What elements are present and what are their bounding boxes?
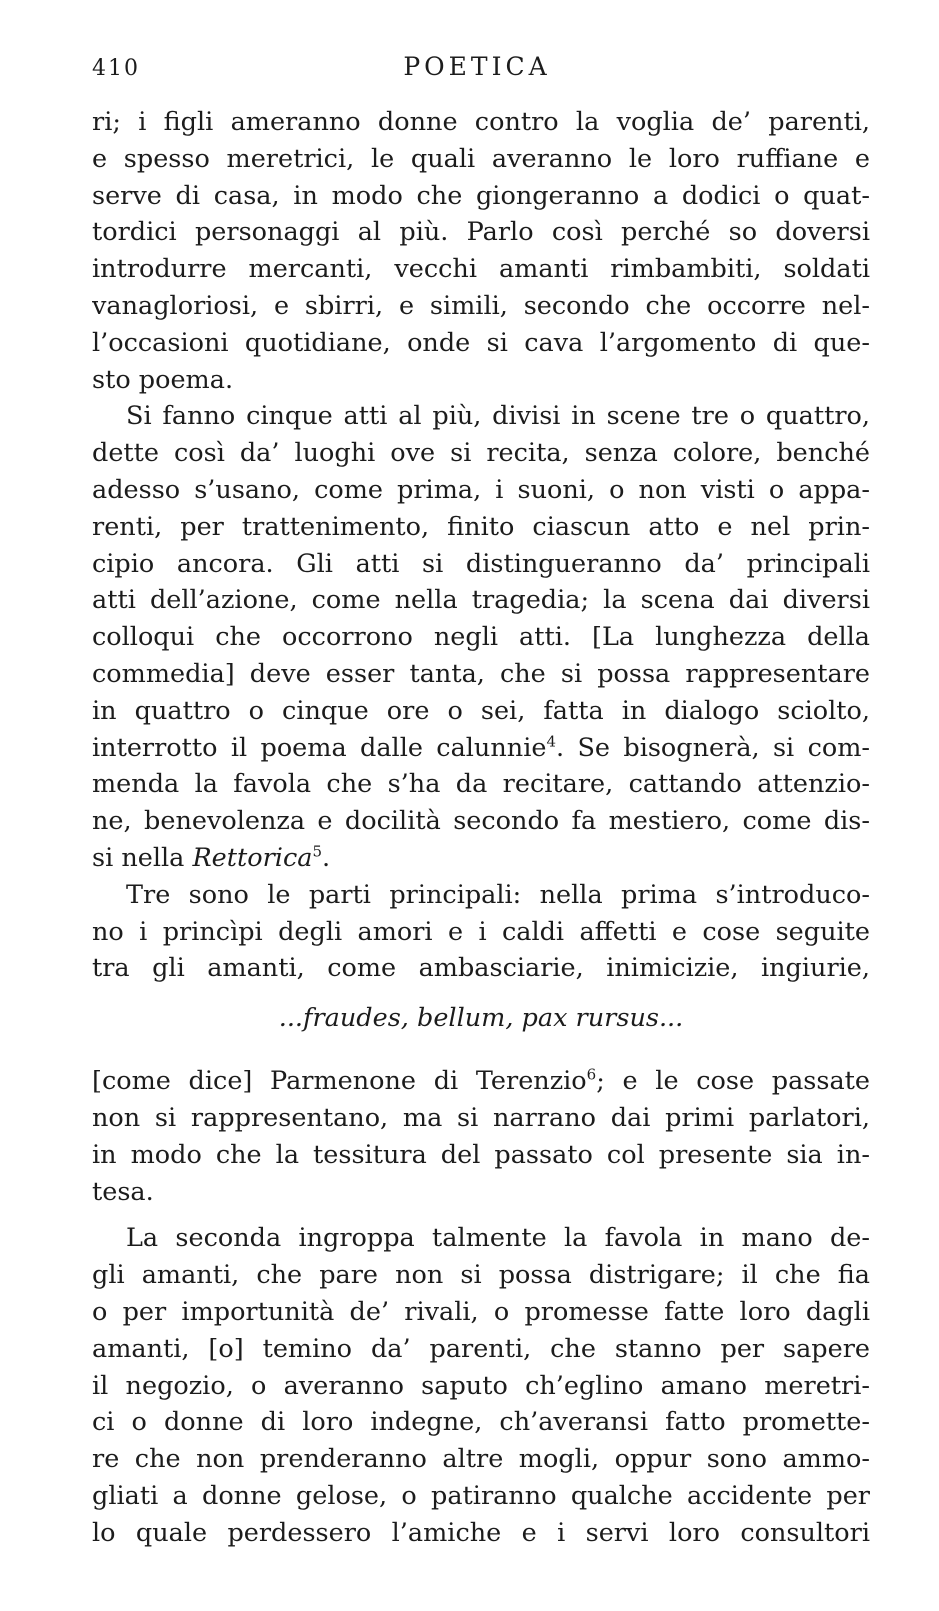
text-line bbox=[92, 1100, 870, 1137]
line-text: menda la favola che s’ha da recitare, cattando attenzio- bbox=[92, 769, 870, 800]
text-line bbox=[92, 1294, 870, 1331]
line-text: introdurre mercanti, vecchi amanti rimbambiti, soldati bbox=[92, 254, 870, 285]
text-line bbox=[92, 1441, 870, 1478]
line-text: interrotto il poema dalle calunnie bbox=[92, 732, 547, 763]
line-text: adesso s’usano, come prima, i suoni, o non visti o appa- bbox=[92, 474, 870, 505]
footnote-marker: 5 bbox=[312, 842, 322, 861]
line-text: renti, per trattenimento, finito ciascun atto e nel prin- bbox=[92, 511, 870, 542]
line-text: gli amanti, che pare non si possa distrigare; il che fia bbox=[92, 1260, 870, 1291]
page-number: 410 bbox=[92, 56, 140, 81]
text-line bbox=[92, 619, 870, 656]
line-text: ne, benevolenza e docilità secondo fa mestiero, come dis- bbox=[92, 806, 870, 837]
line-text: colloqui che occorrono negli atti. [La lunghezza della bbox=[92, 622, 870, 653]
line-text: tra gli amanti, come ambasciarie, inimicizie, ingiurie, bbox=[92, 953, 870, 984]
text-line bbox=[92, 472, 870, 509]
text-line bbox=[92, 877, 870, 914]
italic-title: Rettorica bbox=[192, 842, 313, 873]
text-line bbox=[92, 546, 870, 583]
line-text: ci o donne di loro indegne, ch’averansi fatto promette- bbox=[92, 1407, 870, 1438]
line-text-after: . Se bisognerà, si com- bbox=[556, 732, 870, 763]
line-text: o per importunità de’ rivali, o promesse fatte loro dagli bbox=[92, 1296, 870, 1327]
line-text: vanagloriosi, e sbirri, e simili, secondo che occorre nel- bbox=[92, 290, 870, 321]
text-line bbox=[92, 398, 870, 435]
line-text: atti dell’azione, come nella tragedia; la scena dai diversi bbox=[92, 585, 870, 616]
text-line bbox=[92, 693, 870, 730]
line-text: non si rappresentano, ma si narrano dai primi parlatori, bbox=[92, 1102, 870, 1133]
text-block-1 bbox=[92, 104, 870, 987]
line-text: dette così da’ luoghi ove si recita, senza colore, benché bbox=[92, 438, 870, 469]
line-text: serve di casa, in modo che giongeranno a dodici o quat- bbox=[92, 180, 870, 211]
text-line bbox=[92, 325, 870, 362]
line-text: amanti, [o] temino da’ parenti, che stanno per sapere bbox=[92, 1333, 870, 1364]
line-text: gliati a donne gelose, o patiranno qualche accidente per bbox=[92, 1480, 870, 1511]
text-line bbox=[92, 104, 870, 141]
text-line bbox=[92, 1063, 870, 1100]
line-text: l’occasioni quotidiane, onde si cava l’argomento di que- bbox=[92, 327, 870, 358]
line-text: lo quale perdessero l’amiche e i servi loro consultori bbox=[92, 1517, 870, 1548]
text-line bbox=[92, 1220, 870, 1257]
text-line bbox=[92, 840, 870, 877]
line-text: si nella bbox=[92, 842, 193, 873]
line-text-after: . bbox=[322, 842, 331, 873]
text-line bbox=[92, 1404, 870, 1441]
line-text-after: ; e le cose passate bbox=[596, 1066, 870, 1097]
line-text: La seconda ingroppa talmente la favola in mano de- bbox=[126, 1223, 870, 1254]
text-line bbox=[92, 362, 870, 399]
footnote-marker: 6 bbox=[586, 1065, 597, 1084]
text-line bbox=[92, 766, 870, 803]
line-text: cipio ancora. Gli atti si distingueranno da’ principali bbox=[92, 548, 870, 579]
text-line bbox=[92, 1174, 870, 1211]
text-line bbox=[92, 435, 870, 472]
line-text: tesa. bbox=[92, 1176, 154, 1207]
text-line bbox=[92, 730, 870, 767]
line-text: in quattro o cinque ore o sei, fatta in dialogo sciolto, bbox=[92, 695, 870, 726]
line-text: il negozio, o averanno saputo ch’eglino amano meretri- bbox=[92, 1370, 870, 1401]
latin-quote: ...fraudes, bellum, pax rursus... bbox=[278, 1003, 684, 1034]
line-text: no i princìpi degli amori e i caldi affetti e cose seguite bbox=[92, 916, 870, 947]
text-line bbox=[92, 1478, 870, 1515]
text-line bbox=[92, 251, 870, 288]
line-text: re che non prenderanno altre mogli, oppur sono ammo- bbox=[92, 1444, 870, 1475]
page-body bbox=[92, 104, 870, 1551]
text-line bbox=[92, 1137, 870, 1174]
line-text: Tre sono le parti principali: nella prima s’introduco- bbox=[126, 879, 870, 910]
text-line bbox=[92, 950, 870, 987]
text-block-3 bbox=[92, 1220, 870, 1551]
line-text: commedia] deve esser tanta, che si possa rappresentare bbox=[92, 658, 870, 689]
page-header bbox=[92, 52, 862, 86]
footnote-marker: 4 bbox=[546, 732, 556, 751]
text-line bbox=[92, 1257, 870, 1294]
line-text: tordici personaggi al più. Parlo così perché so doversi bbox=[92, 217, 870, 248]
text-line bbox=[92, 914, 870, 951]
running-head: POETICA bbox=[403, 52, 551, 81]
text-line bbox=[92, 1515, 870, 1552]
text-line bbox=[92, 656, 870, 693]
line-text: in modo che la tessitura del passato col presente sia in- bbox=[92, 1139, 870, 1170]
text-line bbox=[92, 803, 870, 840]
line-text: sto poema. bbox=[92, 364, 234, 395]
text-line bbox=[92, 214, 870, 251]
text-line bbox=[92, 582, 870, 619]
line-text: [come dice] Parmenone di Terenzio bbox=[92, 1066, 587, 1097]
line-text: e spesso meretrici, le quali averanno le loro ruffiane e bbox=[92, 143, 870, 174]
text-line bbox=[92, 509, 870, 546]
text-line bbox=[92, 1368, 870, 1405]
paragraph-gap bbox=[92, 1210, 870, 1220]
line-text: ri; i figli ameranno donne contro la voglia de’ parenti, bbox=[92, 107, 870, 137]
line-text: Si fanno cinque atti al più, divisi in scene tre o quattro, bbox=[126, 401, 870, 432]
text-line bbox=[92, 178, 870, 215]
text-block-2 bbox=[92, 1063, 870, 1210]
text-line bbox=[92, 288, 870, 325]
text-line bbox=[92, 141, 870, 178]
text-line bbox=[92, 1331, 870, 1368]
